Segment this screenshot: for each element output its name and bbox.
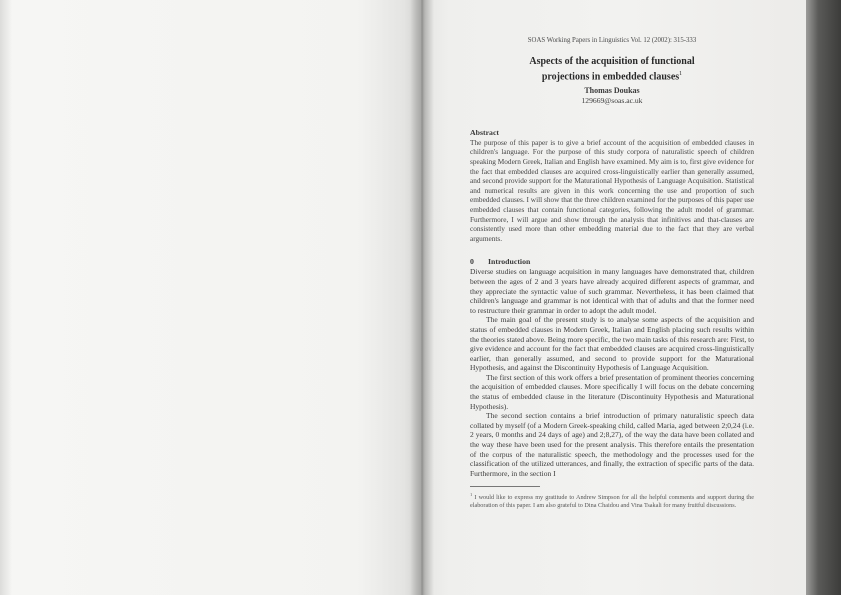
abstract-body: The purpose of this paper is to give a brief account of the acquisition of embedded clauses in children's language. For the purpose of this study corpora of naturalistic speech of children speaking Modern Greek, Italian and English have examined. My aim is to, first give evidence for the fact that embedded clauses are acquired cross-linguistically earlier than generally assumed, and second provide support for the Maturational Hypothesis of Language Acquisition. Statistical and numerical results are given in this work concerning the use and proportion of such embedded clauses. I will show that the three children examined for the purposes of this paper use embedded clauses that contain functional categories, following the adult model of grammar. Furthermore, I will argue and show through the analysis that infinitives and that-clauses are consistently used more than other embedding material due to the fact that they are verbal arguments. <box>470 137 754 243</box>
intro-paragraph-3: The first section of this work offers a brief presentation of prominent theories concerning the acquisition of embedded clauses. More specifically I will focus on the debate concerning the status of embedded clause in the literature (Discontinuity Hypothesis and Maturational Hypothesis). <box>470 372 754 411</box>
section-title: Introduction <box>488 257 531 267</box>
title-line-2: projections in embedded clauses <box>541 71 680 83</box>
intro-paragraph-2: The main goal of the present study is to analyse some aspects of the acquisition and status of embedded clauses in Modern Greek, Italian and English placing such results within the theories stated above. Being more specific, the two main tasks of this research are: First, to give evidence and account for the fact that embedded clauses are acquired cross-linguistically earlier, than generally assumed, and second to provide support for the Maturational Hypothesis, and against the Discontinuity Hypothesis of Language Acquisition. <box>470 315 754 373</box>
section-heading <box>470 257 754 267</box>
intro-paragraph-1: Diverse studies on language acquisition in many languages have demonstrated that, children between the ages of 2 and 3 years have already acquired different aspects of grammar, and they appreciate the syntactic value of such grammar. Nevertheless, it has been claimed that children's language and grammar is not identical with that of adults and that the former need to restructure their grammar in order to adopt the adult model. <box>470 267 754 315</box>
footnote-mark: 1 <box>470 492 473 498</box>
abstract-heading: Abstract <box>470 127 500 137</box>
title-footnote-mark: 1 <box>679 71 683 77</box>
left-page-edge <box>0 0 12 595</box>
title-line-1: Aspects of the acquisition of functional <box>529 55 695 67</box>
footnote-divider <box>470 486 540 487</box>
page-content <box>470 36 754 510</box>
section-number: 0 <box>470 257 474 267</box>
right-page-edge <box>806 0 841 595</box>
footnote-text: I would like to express my gratitude to Andrew Simpson for all the helpful comments and support during the elaboration of this paper. I am also grateful to Dina Chaidou and Vina Tsakali for many fruitful discussions. <box>470 494 754 510</box>
journal-header: SOAS Working Papers in Linguistics Vol. 12 (2002): 315-333 <box>527 37 697 44</box>
paper-title <box>470 56 754 84</box>
intro-paragraph-4: The second section contains a brief introduction of primary naturalistic speech data collated by myself (of a Modern Greek-speaking child, called Maria, aged between 2;0,24 (i.e. 2 years, 0 months and 24 days of age) and 2;8,27), of the way the data have been collated and the way these have been used for the present analysis. This therefore entails the presentation of the corpus of the naturalistic speech, the methodology and the processes used for the classification of the utilized utterances, and finally, the extraction of specific parts of the data. Furthermore, in the section I <box>470 411 754 478</box>
footnote <box>470 491 754 510</box>
author-email: 129669@soas.ac.uk <box>581 95 643 105</box>
author-name: Thomas Doukas <box>584 85 640 95</box>
book-gutter <box>410 0 434 595</box>
